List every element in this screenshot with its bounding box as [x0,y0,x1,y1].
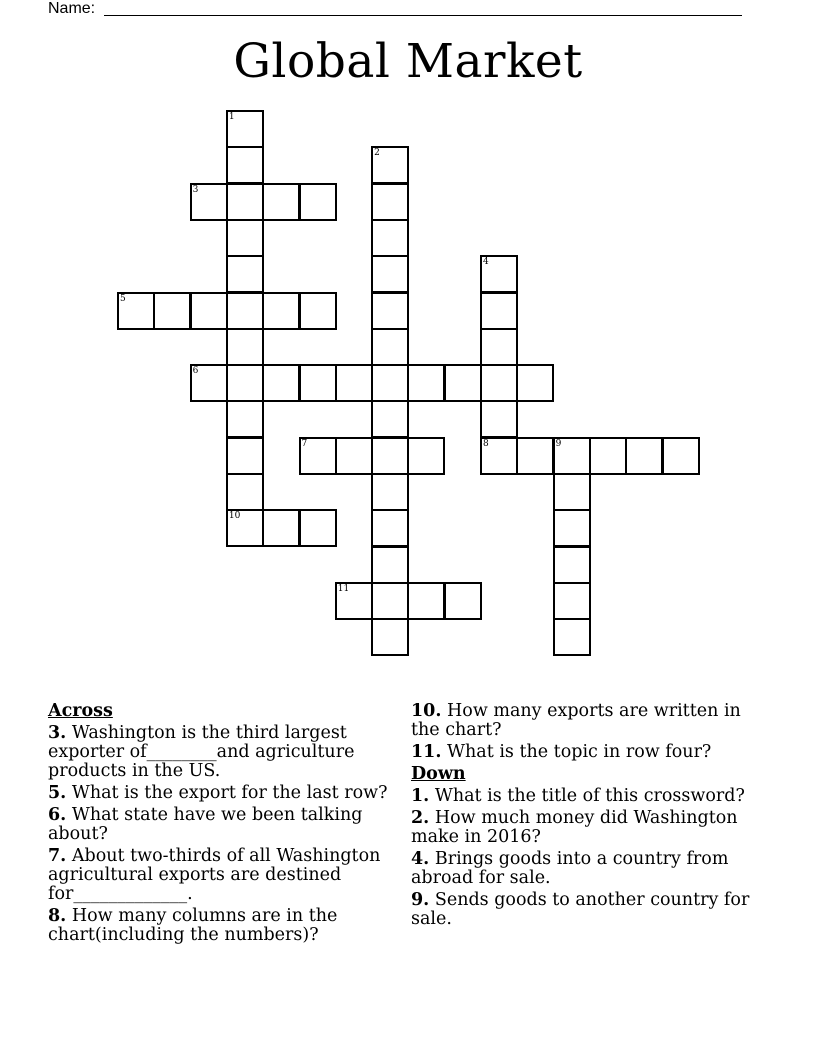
grid-cell[interactable] [262,292,300,330]
clue-number-label: 4 [483,257,489,268]
down-clue-1 [411,787,756,806]
clue-number: 5. [48,783,67,803]
clue-number: 2. [411,808,430,828]
name-label: Name: [48,0,96,17]
grid-cell[interactable] [226,364,264,402]
grid-cell[interactable] [371,400,409,438]
across-clue-8 [48,907,388,945]
across-clue-6 [48,806,388,844]
grid-cell[interactable] [516,437,554,475]
grid-cell[interactable] [226,437,264,475]
grid-cell[interactable] [262,509,300,547]
grid-cell[interactable] [299,183,337,221]
grid-cell[interactable] [480,292,518,330]
clue-text: Brings goods into a country from abroad for sale. [411,849,729,888]
grid-cell[interactable] [299,437,337,475]
grid-cell[interactable] [226,473,264,511]
grid-cell[interactable] [371,328,409,366]
clue-number-label: 9 [555,438,562,449]
grid-cell[interactable] [371,473,409,511]
clue-number-label: 5 [120,293,126,304]
grid-cell[interactable] [226,255,264,293]
clue-number: 6. [48,805,67,825]
clue-number: 4. [411,849,430,869]
grid-cell[interactable] [335,582,373,620]
grid-cell[interactable] [262,364,300,402]
clue-number-label: 1 [228,112,235,122]
grid-cell[interactable] [480,437,518,475]
grid-cell[interactable] [553,509,591,547]
grid-cell[interactable] [407,582,445,620]
grid-cell[interactable] [480,400,518,438]
grid-cell[interactable] [371,582,409,620]
grid-cell[interactable] [444,582,482,620]
grid-cell[interactable] [553,473,591,511]
grid-cell[interactable] [190,364,228,402]
grid-cell[interactable] [226,400,264,438]
grid-cell[interactable] [299,292,337,330]
grid-cell[interactable] [625,437,663,475]
grid-cell[interactable] [153,292,191,330]
clue-text: Sends goods to another country for sale. [411,890,750,929]
clue-number-label: 11 [337,583,350,594]
grid-cell[interactable] [371,255,409,293]
clue-number-label: 8 [483,438,489,449]
grid-cell[interactable] [553,546,591,584]
clue-text: What is the export for the last row? [71,783,388,803]
across-clue-10 [411,702,756,740]
clue-number-label: 3 [192,184,199,195]
across-clue-7 [48,847,388,904]
grid-cell[interactable] [371,183,409,221]
grid-cell[interactable] [299,364,337,402]
grid-cell[interactable] [226,292,264,330]
grid-cell[interactable] [662,437,700,475]
down-clue-9 [411,891,756,929]
grid-cell[interactable] [226,328,264,366]
grid-cell[interactable] [371,437,409,475]
grid-cell[interactable] [407,437,445,475]
grid-cell[interactable] [553,618,591,656]
grid-cell[interactable] [335,364,373,402]
down-clue-4 [411,850,756,888]
grid-cell[interactable] [226,146,264,184]
grid-cell[interactable] [371,546,409,584]
grid-cell[interactable] [371,292,409,330]
clue-number-label: 6 [192,366,199,377]
grid-cell[interactable] [226,219,264,257]
grid-cell[interactable] [371,146,409,184]
clue-number: 3. [48,723,67,743]
clue-text: What is the title of this crossword? [434,786,745,806]
grid-cell[interactable] [226,509,264,547]
grid-cell[interactable] [407,364,445,402]
down-clue-2 [411,809,756,847]
page-title: Global Market [233,34,583,89]
clues-left-column [48,702,388,948]
clue-number: 8. [48,906,67,926]
grid-cell[interactable] [444,364,482,402]
grid-cell[interactable] [480,328,518,366]
grid-cell[interactable] [589,437,627,475]
clue-number: 11. [411,742,442,762]
grid-cell[interactable] [335,437,373,475]
grid-cell[interactable] [480,255,518,293]
grid-cell[interactable] [553,582,591,620]
grid-cell[interactable] [371,364,409,402]
grid-cell[interactable] [480,364,518,402]
clue-number-label: 2 [374,148,380,159]
clue-text: Washington is the third largest exporter of________and agriculture products in the US. [48,723,355,781]
clue-text: How many exports are written in the chart? [411,701,741,740]
grid-cell[interactable] [262,183,300,221]
clue-number: 9. [411,890,430,910]
grid-cell[interactable] [299,509,337,547]
across-clue-11 [411,743,756,762]
clue-text: What is the topic in row four? [447,742,712,762]
clue-number: 1. [411,786,430,806]
grid-cell[interactable] [226,110,264,148]
clues-right-column [411,702,756,932]
clue-number: 10. [411,701,442,721]
grid-cell[interactable] [190,292,228,330]
grid-cell[interactable] [190,183,228,221]
clue-text: What state have we been talking about? [48,805,363,844]
grid-cell[interactable] [371,618,409,656]
grid-cell[interactable] [553,437,591,475]
across-clue-5 [48,784,388,803]
clue-number: 7. [48,846,67,866]
clue-text: About two-thirds of all Washington agricultural exports are destined for_____________. [48,846,381,904]
across-clue-3 [48,724,388,781]
grid-cell[interactable] [226,183,264,221]
grid-cell[interactable] [516,364,554,402]
grid-cell[interactable] [371,219,409,257]
down-heading: Down [411,764,466,784]
clue-text: How much money did Washington make in 2016? [411,808,738,847]
clue-text: How many columns are in the chart(including the numbers)? [48,906,338,945]
grid-cell[interactable] [371,509,409,547]
clue-number-label: 7 [301,438,308,449]
across-heading: Across [48,701,113,721]
clue-number-label: 10 [228,511,241,522]
grid-cell[interactable] [117,292,155,330]
